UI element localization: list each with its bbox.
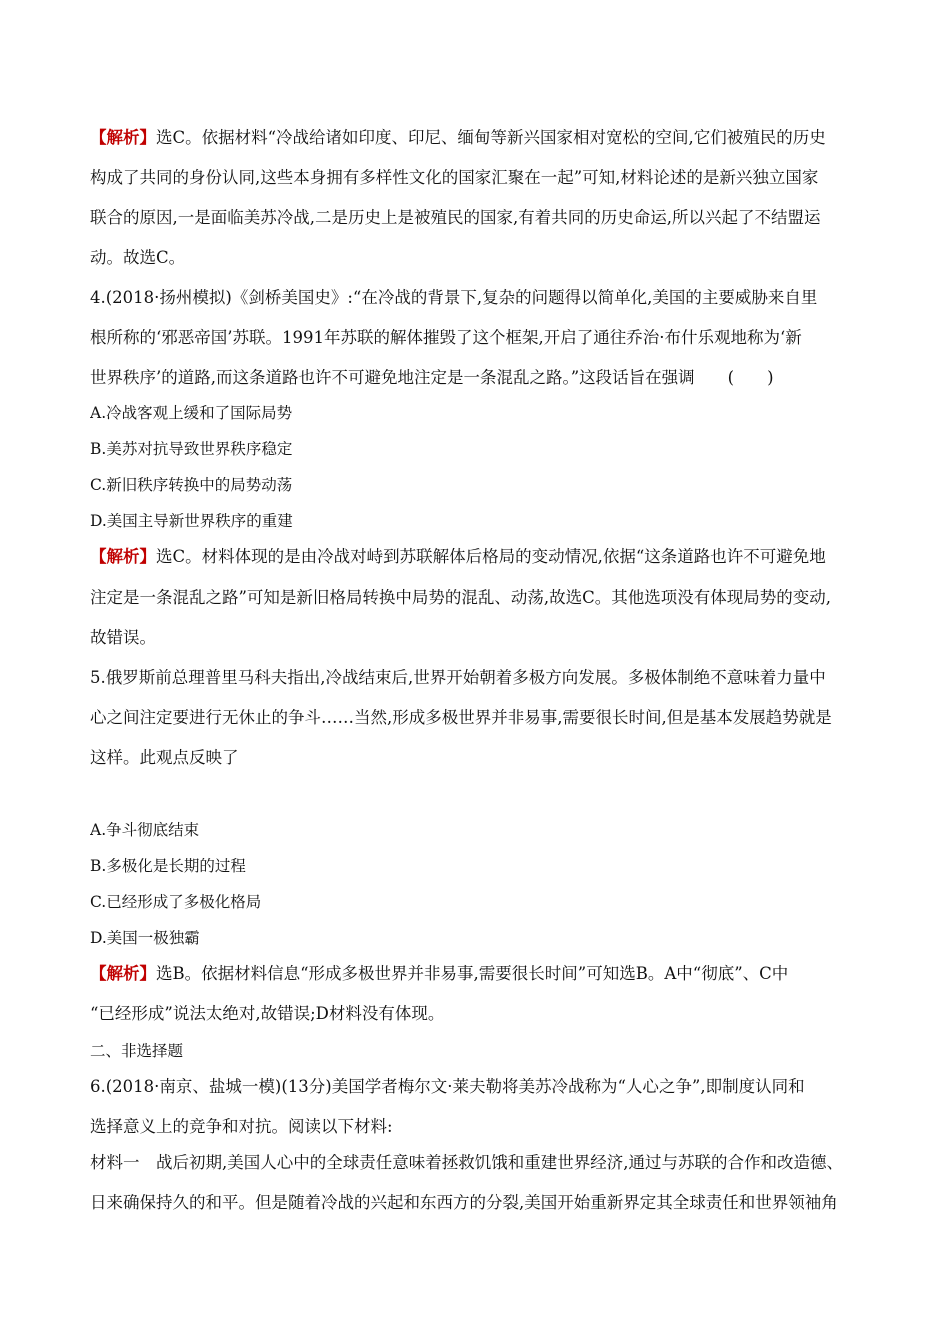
analysis-tag: 【解析】: [90, 128, 156, 147]
q3-analysis-line: 动。故选C。: [90, 248, 186, 267]
q4-option-b: B.美苏对抗导致世界秩序稳定: [90, 440, 293, 458]
q6-stem-line: 6.(2018·南京、盐城一模)(13分)美国学者梅尔文·莱夫勒将美苏冷战称为“人心之争”,即制度认同和: [90, 1077, 805, 1096]
q5-option-d: D.美国一极独霸: [90, 929, 200, 947]
q4-analysis-line: 注定是一条混乱之路”可知是新旧格局转换中局势的混乱、动荡,故选C。其他选项没有体现局势的变动,: [90, 588, 832, 607]
q3-analysis-line: 构成了共同的身份认同,这些本身拥有多样性文化的国家汇聚在一起”可知,材料论述的是新兴独立国家: [90, 168, 819, 187]
q5-stem-line: 5.俄罗斯前总理普里马科夫指出,冷战结束后,世界开始朝着多极方向发展。多极体制绝不意味着力量中: [90, 668, 826, 687]
q5-stem-line: 这样。此观点反映了: [90, 748, 239, 767]
q4-stem-line: 世界秩序’的道路,而这条道路也许不可避免地注定是一条混乱之路。”这段话旨在强调 ( ): [90, 368, 774, 387]
q5-option-c: C.已经形成了多极化格局: [90, 893, 262, 911]
q3-analysis-line: 【解析】选C。依据材料“冷战给诸如印度、印尼、缅甸等新兴国家相对宽松的空间,它们被殖民的历史: [90, 128, 826, 147]
q4-stem-line: 根所称的‘邪恶帝国’苏联。1991年苏联的解体摧毁了这个框架,开启了通往乔治·布什乐观地称为‘新: [90, 328, 802, 347]
q5-option-a: A.争斗彻底结束: [90, 821, 200, 839]
section-title: 二、非选择题: [90, 1042, 184, 1060]
q4-option-d: D.美国主导新世界秩序的重建: [90, 512, 293, 530]
q4-analysis-line: 【解析】选C。材料体现的是由冷战对峙到苏联解体后格局的变动情况,依据“这条道路也许不可避免地: [90, 547, 826, 566]
q5-analysis-line: “已经形成”说法太绝对,故错误;D材料没有体现。: [90, 1004, 445, 1023]
q5-analysis-line: 【解析】选B。依据材料信息“形成多极世界并非易事,需要很长时间”可知选B。A中“彻底”、C中: [90, 964, 789, 983]
q4-analysis-line: 故错误。: [90, 628, 156, 647]
q3-analysis-line: 联合的原因,一是面临美苏冷战,二是历史上是被殖民的国家,有着共同的历史命运,所以兴起了不结盟运: [90, 208, 821, 227]
q4-option-c: C.新旧秩序转换中的局势动荡: [90, 476, 293, 494]
analysis-tag: 【解析】: [90, 964, 156, 983]
q4-option-a: A.冷战客观上缓和了国际局势: [90, 404, 293, 422]
q6-material-line: 日来确保持久的和平。但是随着冷战的兴起和东西方的分裂,美国开始重新界定其全球责任和世界领袖角: [90, 1193, 838, 1212]
q5-option-b: B.多极化是长期的过程: [90, 857, 246, 875]
q4-stem-line: 4.(2018·扬州模拟)《剑桥美国史》:“在冷战的背景下,复杂的问题得以简单化,美国的主要威胁来自里: [90, 288, 818, 307]
analysis-tag: 【解析】: [90, 547, 156, 566]
q5-stem-line: 心之间注定要进行无休止的争斗……当然,形成多极世界并非易事,需要很长时间,但是基本发展趋势就是: [90, 708, 832, 727]
q6-stem-line: 选择意义上的竞争和对抗。阅读以下材料:: [90, 1117, 393, 1136]
q6-material-line: 材料一 战后初期,美国人心中的全球责任意味着拯救饥饿和重建世界经济,通过与苏联的合作和改造德、: [90, 1153, 843, 1172]
